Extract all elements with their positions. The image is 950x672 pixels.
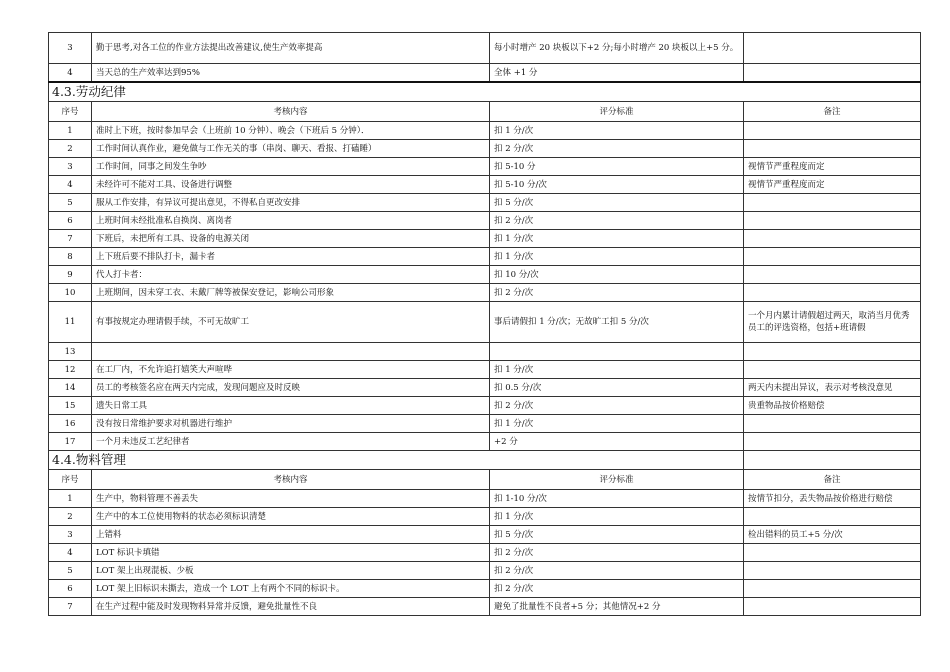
row-criteria: 扣 2 分/次 (490, 544, 744, 562)
table-row (49, 598, 921, 616)
table-row (49, 433, 921, 451)
table-row (49, 140, 921, 158)
row-number: 1 (49, 490, 92, 508)
header-no: 序号 (49, 470, 92, 490)
row-content: 生产中的本工位使用物料的状态必须标识清楚 (92, 508, 490, 526)
row-content: 在生产过程中能及时发现物料异常并反馈，避免批量性不良 (92, 598, 490, 616)
table-row (49, 64, 921, 83)
row-note (744, 598, 921, 616)
table-row (49, 508, 921, 526)
table-row (49, 230, 921, 248)
row-criteria: 扣 2 分/次 (490, 397, 744, 415)
row-content: 生产中，物料管理不善丢失 (92, 490, 490, 508)
row-criteria: 扣 2 分/次 (490, 140, 744, 158)
row-criteria: +2 分 (490, 433, 744, 451)
row-number: 3 (49, 158, 92, 176)
section-blank-cell (744, 451, 921, 470)
row-criteria: 扣 1 分/次 (490, 122, 744, 140)
row-criteria: 事后请假扣 1 分/次；无故旷工扣 5 分/次 (490, 302, 744, 343)
row-number: 8 (49, 248, 92, 266)
row-criteria: 扣 1-10 分/次 (490, 490, 744, 508)
row-criteria: 扣 1 分/次 (490, 230, 744, 248)
row-note (744, 415, 921, 433)
header-no: 序号 (49, 102, 92, 122)
row-note (744, 122, 921, 140)
row-content: 工作时间认真作业，避免做与工作无关的事（串岗、聊天、看报、打磕睡） (92, 140, 490, 158)
row-content: 工作时间，同事之间发生争吵 (92, 158, 490, 176)
header-note: 备注 (744, 470, 921, 490)
table-row (49, 212, 921, 230)
section-title: 4.3.劳动纪律 (49, 82, 921, 102)
row-criteria (490, 343, 744, 361)
row-criteria: 扣 2 分/次 (490, 212, 744, 230)
row-note (744, 140, 921, 158)
row-note (744, 544, 921, 562)
table-row (49, 379, 921, 397)
row-content: 当天总的生产效率达到95% (92, 64, 490, 83)
row-note (744, 433, 921, 451)
header-criteria: 评分标准 (490, 102, 744, 122)
header-content: 考核内容 (92, 102, 490, 122)
column-header-row (49, 102, 921, 122)
row-criteria: 扣 5-10 分 (490, 158, 744, 176)
table-row (49, 544, 921, 562)
row-criteria: 扣 1 分/次 (490, 508, 744, 526)
row-number: 5 (49, 194, 92, 212)
row-criteria: 扣 1 分/次 (490, 415, 744, 433)
row-content: 勤于思考,对各工位的作业方法提出改善建议,使生产效率提高 (92, 33, 490, 64)
row-number: 10 (49, 284, 92, 302)
table-row (49, 33, 921, 64)
row-content: 在工厂内，不允许追打嬉笑大声喧哗 (92, 361, 490, 379)
row-number: 3 (49, 526, 92, 544)
table-row (49, 176, 921, 194)
row-number: 12 (49, 361, 92, 379)
row-content: 服从工作安排，有异议可提出意见，不得私自更改安排 (92, 194, 490, 212)
row-criteria: 扣 1 分/次 (490, 248, 744, 266)
table-row (49, 397, 921, 415)
row-number: 15 (49, 397, 92, 415)
row-note (744, 64, 921, 83)
row-number: 6 (49, 580, 92, 598)
row-note (744, 248, 921, 266)
row-number: 7 (49, 230, 92, 248)
row-number: 9 (49, 266, 92, 284)
row-number: 1 (49, 122, 92, 140)
row-content: 员工的考核签名应在两天内完成，发现问题应及时反映 (92, 379, 490, 397)
header-note: 备注 (744, 102, 921, 122)
row-criteria: 扣 0.5 分/次 (490, 379, 744, 397)
table-row (49, 284, 921, 302)
row-note: 视情节严重程度而定 (744, 158, 921, 176)
row-criteria: 全体 +1 分 (490, 64, 744, 83)
row-number: 3 (49, 33, 92, 64)
row-content: 一个月未违反工艺纪律者 (92, 433, 490, 451)
table-row (49, 580, 921, 598)
row-content: LOT 架上出现混板、少板 (92, 562, 490, 580)
table-row (49, 122, 921, 140)
row-number: 6 (49, 212, 92, 230)
table-row (49, 343, 921, 361)
row-content: LOT 架上旧标识未撕去，造成一个 LOT 上有两个不同的标识卡。 (92, 580, 490, 598)
section-title: 4.4.物料管理 (49, 451, 744, 470)
row-criteria: 扣 2 分/次 (490, 284, 744, 302)
row-number: 13 (49, 343, 92, 361)
row-criteria: 扣 10 分/次 (490, 266, 744, 284)
row-criteria: 每小时增产 20 块板以下+2 分;每小时增产 20 块板以上+5 分。 (490, 33, 744, 64)
table-row (49, 266, 921, 284)
row-note (744, 33, 921, 64)
row-content: 未经许可不能对工具、设备进行调整 (92, 176, 490, 194)
row-criteria: 扣 5 分/次 (490, 526, 744, 544)
row-note (744, 230, 921, 248)
row-number: 11 (49, 302, 92, 343)
row-note (744, 343, 921, 361)
section-header (49, 82, 921, 102)
row-note (744, 266, 921, 284)
table-row (49, 302, 921, 343)
row-note: 一个月内累计请假超过两天，取消当月优秀员工的评选资格，包括+班请假 (744, 302, 921, 343)
row-criteria: 扣 5-10 分/次 (490, 176, 744, 194)
row-number: 16 (49, 415, 92, 433)
row-content: 有事按规定办理请假手续，不可无故旷工 (92, 302, 490, 343)
row-criteria: 避免了批量性不良者+5 分；其他情况+2 分 (490, 598, 744, 616)
row-content: LOT 标识卡填错 (92, 544, 490, 562)
table-row (49, 415, 921, 433)
section-header (49, 451, 921, 470)
row-criteria: 扣 1 分/次 (490, 361, 744, 379)
row-number: 4 (49, 176, 92, 194)
row-note (744, 580, 921, 598)
row-content: 代人打卡者： (92, 266, 490, 284)
row-content: 遗失日常工具 (92, 397, 490, 415)
row-content: 上班时间未经批准私自换岗、离岗者 (92, 212, 490, 230)
table-row (49, 526, 921, 544)
row-criteria: 扣 5 分/次 (490, 194, 744, 212)
row-content: 上下班后要不排队打卡，漏卡者 (92, 248, 490, 266)
row-number: 14 (49, 379, 92, 397)
row-number: 4 (49, 64, 92, 83)
row-note: 贵重物品按价格赔偿 (744, 397, 921, 415)
table-row (49, 248, 921, 266)
row-note: 视情节严重程度而定 (744, 176, 921, 194)
row-number: 5 (49, 562, 92, 580)
row-content: 上错料 (92, 526, 490, 544)
row-note: 按情节扣分，丢失物品按价格进行赔偿 (744, 490, 921, 508)
row-content: 上班期间，因未穿工衣、未戴厂牌等被保安登记，影响公司形象 (92, 284, 490, 302)
row-note: 两天内未提出异议，表示对考核没意见 (744, 379, 921, 397)
row-criteria: 扣 2 分/次 (490, 562, 744, 580)
table-row (49, 562, 921, 580)
row-number: 4 (49, 544, 92, 562)
row-note (744, 212, 921, 230)
row-criteria: 扣 2 分/次 (490, 580, 744, 598)
row-note (744, 508, 921, 526)
table-row (49, 490, 921, 508)
row-number: 2 (49, 140, 92, 158)
row-note (744, 284, 921, 302)
row-content: 准时上下班，按时参加早会（上班前 10 分钟）、晚会（下班后 5 分钟）． (92, 122, 490, 140)
row-content (92, 343, 490, 361)
row-note (744, 361, 921, 379)
row-number: 7 (49, 598, 92, 616)
table-row (49, 158, 921, 176)
evaluation-table (48, 32, 921, 616)
column-header-row (49, 470, 921, 490)
row-content: 没有按日常维护要求对机器进行维护 (92, 415, 490, 433)
row-number: 17 (49, 433, 92, 451)
row-number: 2 (49, 508, 92, 526)
row-note (744, 562, 921, 580)
table-row (49, 194, 921, 212)
row-note (744, 194, 921, 212)
header-criteria: 评分标准 (490, 470, 744, 490)
table-row (49, 361, 921, 379)
header-content: 考核内容 (92, 470, 490, 490)
row-note: 检出错料的员工+5 分/次 (744, 526, 921, 544)
row-content: 下班后，未把所有工具、设备的电源关闭 (92, 230, 490, 248)
